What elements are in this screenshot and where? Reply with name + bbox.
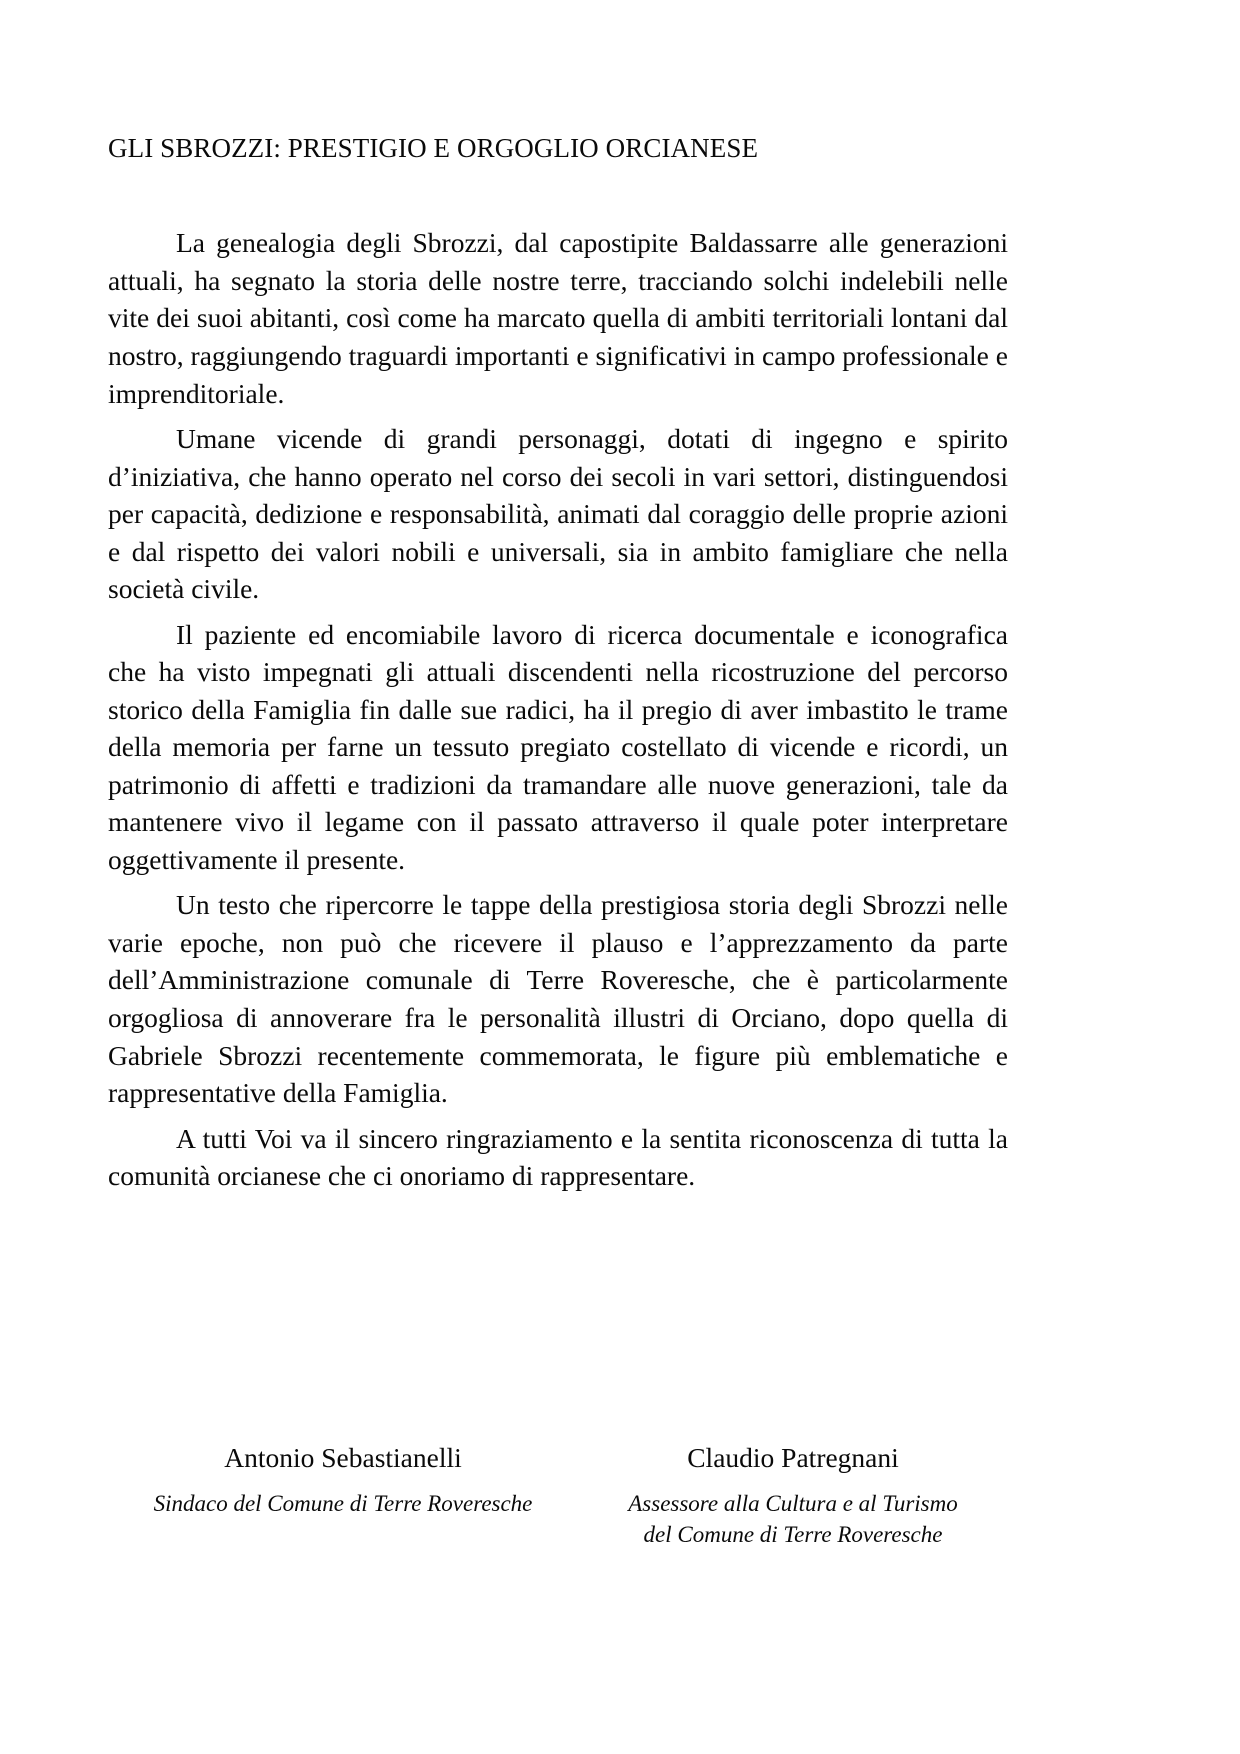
signature-name: Antonio Sebastianelli	[224, 1442, 462, 1473]
signature-role-line: Sindaco del Comune di Terre Roveresche	[153, 1490, 533, 1516]
paragraph-5: A tutti Voi va il sincero ringraziamento e la sentita riconoscenza di tutta la comunità orcianese che ci onoriamo di rappresentare.	[108, 1122, 1008, 1192]
signature-role	[628, 1488, 958, 1551]
signature-culture-officer	[578, 1440, 1008, 1551]
signature-block	[108, 1440, 1008, 1551]
body-text	[108, 224, 1008, 1194]
paragraph-1: La genealogia degli Sbrozzi, dal capostipite Baldassarre alle generazioni attuali, ha segnato la storia delle nostre terre, tracciando solchi indelebili nelle vite dei suoi abitanti, così come ha marcato quella di ambiti territoriali lontani dal nostro, raggiungendo traguardi importanti e significativi in campo professionale e imprenditoriale.	[108, 227, 1008, 409]
signature-role-line: Assessore alla Cultura e al Turismo	[628, 1490, 958, 1516]
paragraph-4: Un testo che ripercorre le tappe della prestigiosa storia degli Sbrozzi nelle varie epoche, non può che ricevere il plauso e l’apprezzamento da parte dell’Amministrazione comunale di Terre Roveresche, che è particolarmente orgogliosa di annoverare fra le personalità illustri di Orciano, dopo quella di Gabriele Sbrozzi recentemente commemorata, le figure più emblematiche e rappresentative della Famiglia.	[108, 889, 1008, 1109]
page-title: GLI SBROZZI: PRESTIGIO E ORGOGLIO ORCIANESE	[108, 133, 759, 163]
signature-role-line: del Comune di Terre Roveresche	[643, 1522, 943, 1548]
signature-role	[154, 1488, 533, 1520]
signature-name: Claudio Patregnani	[687, 1442, 899, 1473]
paragraph-2: Umane vicende di grandi personaggi, dotati di ingegno e spirito d’iniziativa, che hanno operato nel corso dei secoli in vari settori, distinguendosi per capacità, dedizione e responsabilità, animati dal coraggio delle proprie azioni e dal rispetto dei valori nobili e universali, sia in ambito famigliare che nella società civile.	[108, 423, 1008, 605]
document-content	[108, 132, 1008, 1195]
signature-mayor	[108, 1440, 578, 1551]
paragraph-3: Il paziente ed encomiabile lavoro di ricerca documentale e iconografica che ha visto impegnati gli attuali discendenti nella ricostruzione del percorso storico della Famiglia fin dalle sue radici, ha il pregio di aver imbastito le trame della memoria per farne un tessuto pregiato costellato di vicende e ricordi, un patrimonio di affetti e tradizioni da tramandare alle nuove generazioni, tale da mantenere vivo il legame con il passato attraverso il quale poter interpretare oggettivamente il presente.	[108, 618, 1008, 875]
